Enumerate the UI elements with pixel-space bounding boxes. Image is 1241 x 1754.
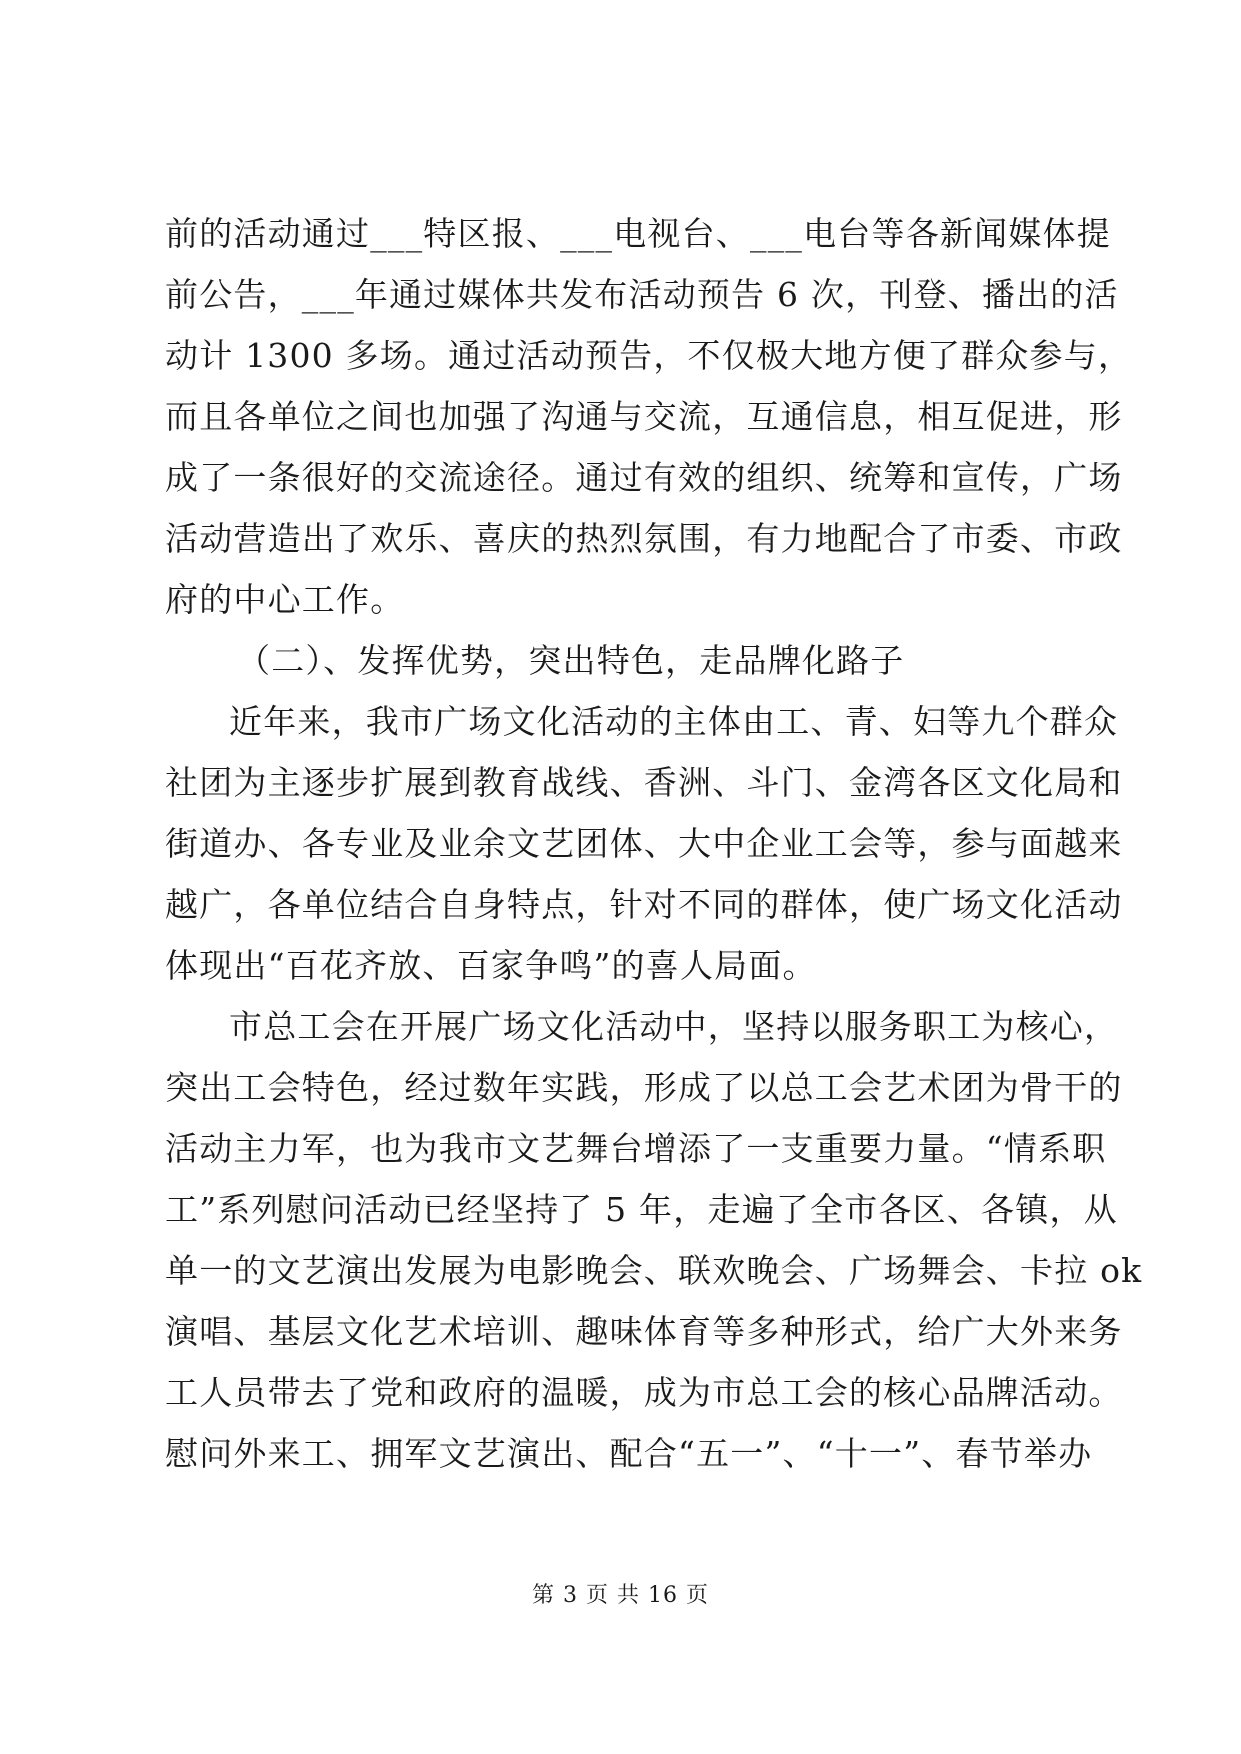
text-line: 单一的文艺演出发展为电影晚会、联欢晚会、广场舞会、卡拉 ok [165,1251,1143,1290]
text-line: 活动营造出了欢乐、喜庆的热烈氛围，有力地配合了市委、市政 [165,519,1123,558]
text-line: 动计 1300 多场。通过活动预告，不仅极大地方便了群众参与， [165,336,1133,375]
section-heading: （二）、发挥优势，突出特色，走品牌化路子 [237,641,905,680]
page-number-footer: 第 3 页 共 16 页 [532,1583,709,1608]
paragraph-start-line: 近年来，我市广场文化活动的主体由工、青、妇等九个群众 [229,702,1119,741]
text-line: 活动主力军，也为我市文艺舞台增添了一支重要力量。“情系职 [165,1129,1107,1168]
text-line: 演唱、基层文化艺术培训、趣味体育等多种形式，给广大外来务 [165,1312,1123,1351]
text-line: 街道办、各专业及业余文艺团体、大中企业工会等，参与面越来 [165,824,1123,863]
text-line: 突出工会特色，经过数年实践，形成了以总工会艺术团为骨干的 [165,1068,1123,1107]
document-body [165,203,1143,1484]
text-line: 前公告，___年通过媒体共发布活动预告 6 次，刊登、播出的活 [165,275,1119,314]
text-line: 体现出“百花齐放、百家争鸣”的喜人局面。 [165,946,817,985]
text-line: 前的活动通过___特区报、___电视台、___电台等各新闻媒体提 [165,214,1111,253]
text-line: 府的中心工作。 [165,580,405,619]
paragraph-start-line: 市总工会在开展广场文化活动中，坚持以服务职工为核心， [229,1007,1119,1046]
text-line: 社团为主逐步扩展到教育战线、香洲、斗门、金湾各区文化局和 [165,763,1123,802]
text-line: 工”系列慰问活动已经坚持了 5 年，走遍了全市各区、各镇，从 [165,1190,1118,1229]
text-line: 慰问外来工、拥军文艺演出、配合“五一”、“十一”、春节举办 [165,1434,1093,1473]
text-line: 成了一条很好的交流途径。通过有效的组织、统筹和宣传，广场 [165,458,1123,497]
text-line: 工人员带去了党和政府的温暖，成为市总工会的核心品牌活动。 [165,1373,1123,1412]
text-line: 越广，各单位结合自身特点，针对不同的群体，使广场文化活动 [165,885,1123,924]
text-line: 而且各单位之间也加强了沟通与交流，互通信息，相互促进，形 [165,397,1123,436]
